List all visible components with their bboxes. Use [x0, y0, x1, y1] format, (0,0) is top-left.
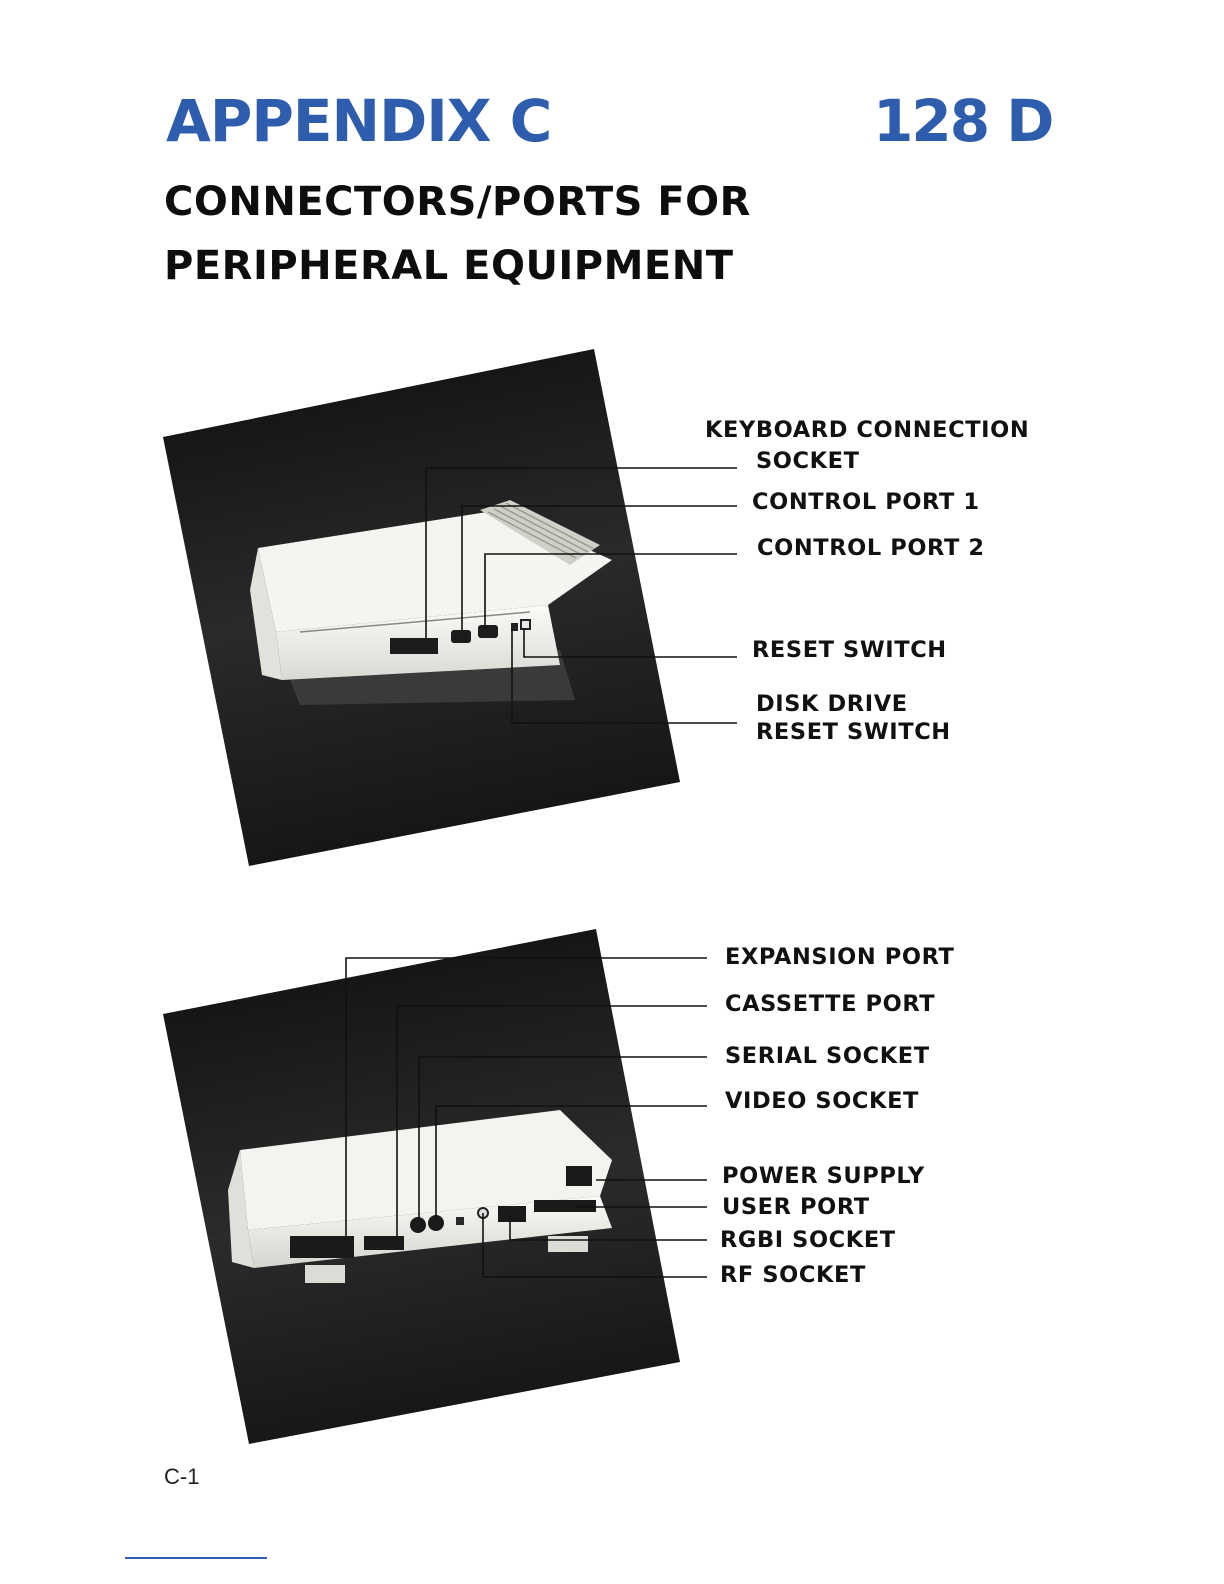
appendix-title: APPENDIX C [166, 87, 552, 155]
label-control-port-2: CONTROL PORT 2 [757, 535, 985, 561]
label-cassette-port: CASSETTE PORT [725, 991, 936, 1017]
label-control-port-1: CONTROL PORT 1 [752, 489, 980, 515]
label-expansion-port: EXPANSION PORT [725, 944, 955, 970]
model-code: 128 D [873, 87, 1053, 155]
label-rf-socket: RF SOCKET [720, 1262, 866, 1288]
section-title-line-1: CONNECTORS/PORTS FOR [164, 179, 751, 225]
label-disk-drive-reset-switch: RESET SWITCH [756, 719, 951, 745]
section-title-line-2: PERIPHERAL EQUIPMENT [164, 243, 734, 289]
label-keyboard-socket: SOCKET [756, 448, 860, 474]
label-video-socket: VIDEO SOCKET [725, 1088, 919, 1114]
label-disk-drive: DISK DRIVE [756, 691, 908, 717]
page-number: C-1 [164, 1464, 200, 1489]
label-power-supply: POWER SUPPLY [722, 1163, 925, 1189]
label-serial-socket: SERIAL SOCKET [725, 1043, 930, 1069]
label-keyboard-connection: KEYBOARD CONNECTION [705, 417, 1030, 443]
label-rgbi-socket: RGBI SOCKET [720, 1227, 896, 1253]
footer-rule [125, 1557, 267, 1559]
label-user-port: USER PORT [722, 1194, 870, 1220]
label-reset-switch: RESET SWITCH [752, 637, 947, 663]
